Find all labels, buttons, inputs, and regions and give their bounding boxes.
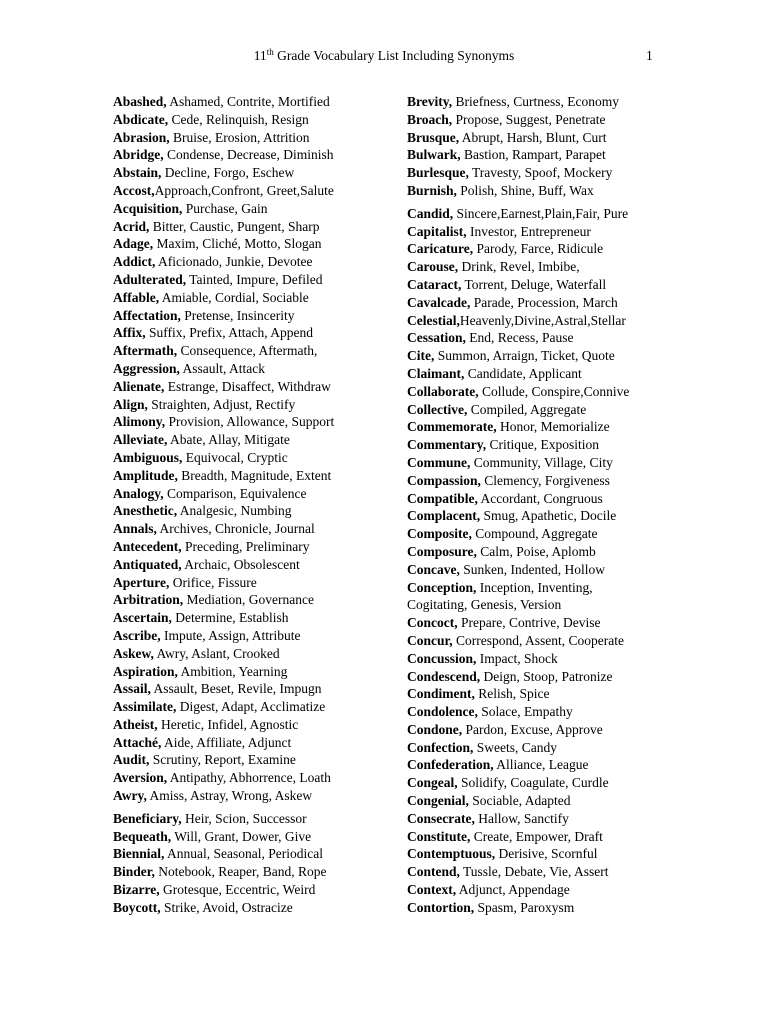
vocabulary-entry (113, 574, 398, 592)
vocabulary-synonyms: Solace, Empathy (477, 704, 573, 720)
vocabulary-term: Condone, (407, 721, 463, 737)
vocabulary-term: Alimony, (113, 414, 166, 430)
vocabulary-synonyms: Torrent, Deluge, Waterfall (461, 276, 607, 292)
vocabulary-term: Adage, (113, 236, 154, 252)
vocabulary-synonyms: Pardon, Excuse, Approve (462, 721, 603, 737)
vocabulary-entry (407, 436, 707, 454)
vocabulary-entry (407, 418, 707, 436)
vocabulary-entry (407, 650, 707, 668)
vocabulary-synonyms: Cede, Relinquish, Resign (168, 111, 309, 127)
vocabulary-term: Affable, (113, 289, 160, 305)
vocabulary-entry (407, 472, 707, 490)
vocabulary-entry (407, 507, 707, 525)
vocabulary-term: Commentary, (407, 437, 487, 453)
vocabulary-entry (407, 258, 707, 276)
vocabulary-entry (113, 663, 398, 681)
vocabulary-entry (113, 449, 398, 467)
vocabulary-entry (407, 454, 707, 472)
vocabulary-entry (113, 431, 398, 449)
vocabulary-synonyms: Preceding, Preliminary (181, 538, 310, 554)
vocabulary-term: Ambiguous, (113, 449, 183, 465)
vocabulary-synonyms: Travesty, Spoof, Mockery (468, 165, 613, 181)
vocabulary-synonyms: Community, Village, City (470, 454, 613, 470)
vocabulary-entry (113, 111, 398, 129)
vocabulary-synonyms: Breadth, Magnitude, Extent (177, 467, 332, 483)
vocabulary-term: Biennial, (113, 846, 165, 862)
vocabulary-synonyms: Assault, Beset, Revile, Impugn (150, 681, 322, 697)
vocabulary-entry (407, 223, 707, 241)
vocabulary-synonyms: Relish, Spice (474, 686, 550, 702)
vocabulary-synonyms: Heretic, Infidel, Agnostic (157, 716, 299, 732)
vocabulary-entry (113, 253, 398, 271)
vocabulary-term: Candid, (407, 205, 454, 221)
vocabulary-entry (113, 645, 398, 663)
vocabulary-synonyms: Spasm, Paroxysm (474, 899, 575, 915)
vocabulary-term: Congenial, (407, 793, 469, 809)
vocabulary-term: Cavalcade, (407, 294, 471, 310)
vocabulary-synonyms: Bruise, Erosion, Attrition (169, 129, 310, 145)
vocabulary-entry (113, 899, 398, 917)
vocabulary-synonyms: Awry, Aslant, Crooked (153, 645, 280, 661)
vocabulary-entry (113, 627, 398, 645)
vocabulary-synonyms: Ashamed, Contrite, Mortified (166, 94, 330, 109)
vocabulary-synonyms: Analgesic, Numbing (177, 503, 292, 519)
vocabulary-synonyms: Derisive, Scornful (495, 846, 598, 862)
vocabulary-entry (113, 182, 398, 200)
vocabulary-term: Align, (113, 396, 148, 412)
vocabulary-synonyms: Comparison, Equivalence (163, 485, 307, 501)
vocabulary-entry (113, 360, 398, 378)
vocabulary-entry (113, 556, 398, 574)
vocabulary-entry (113, 218, 398, 236)
vocabulary-term: Consecrate, (407, 810, 475, 826)
vocabulary-term: Affectation, (113, 307, 181, 323)
vocabulary-synonyms: Deign, Stoop, Patronize (480, 668, 613, 684)
vocabulary-entry (113, 146, 398, 164)
vocabulary-term: Addict, (113, 254, 156, 270)
vocabulary-synonyms: Clemency, Forgiveness (480, 472, 610, 488)
vocabulary-column-left (113, 93, 398, 917)
vocabulary-synonyms: Parody, Farce, Ridicule (473, 241, 604, 257)
vocabulary-term: Constitute, (407, 828, 471, 844)
vocabulary-term: Antecedent, (113, 538, 182, 554)
vocabulary-synonyms: Maxim, Cliché, Motto, Slogan (153, 236, 322, 252)
vocabulary-synonyms: Inception, Inventing, (476, 579, 593, 595)
vocabulary-entry (407, 129, 707, 147)
vocabulary-entry (113, 828, 398, 846)
vocabulary-column-right (407, 93, 707, 917)
vocabulary-entry (407, 490, 707, 508)
vocabulary-entry (113, 751, 398, 769)
vocabulary-term: Condiment, (407, 686, 475, 702)
document-title: 11th Grade Vocabulary List Including Synonyms (253, 47, 515, 63)
vocabulary-entry (113, 845, 398, 863)
vocabulary-term: Concave, (407, 561, 460, 577)
vocabulary-entry (113, 378, 398, 396)
vocabulary-term: Concoct, (407, 615, 458, 631)
vocabulary-synonyms: Compound, Aggregate (471, 526, 598, 542)
vocabulary-term: Assail, (113, 681, 151, 697)
vocabulary-entry (113, 520, 398, 538)
vocabulary-entry (113, 396, 398, 414)
vocabulary-entry (407, 294, 707, 312)
vocabulary-term: Atheist, (113, 716, 158, 732)
vocabulary-entry (113, 591, 398, 609)
vocabulary-term: Commemorate, (407, 419, 497, 435)
vocabulary-entry (407, 240, 707, 258)
vocabulary-entry (407, 810, 707, 828)
vocabulary-synonyms: Investor, Entrepreneur (466, 223, 591, 239)
vocabulary-term: Alienate, (113, 378, 165, 394)
vocabulary-synonyms: Equivocal, Cryptic (182, 449, 288, 465)
vocabulary-synonyms: Adjunct, Appendage (456, 882, 570, 898)
vocabulary-synonyms: Solidify, Coagulate, Curdle (457, 775, 609, 791)
vocabulary-synonyms: Estrange, Disaffect, Withdraw (164, 378, 331, 394)
vocabulary-term: Cessation, (407, 330, 466, 346)
vocabulary-term: Compassion, (407, 472, 481, 488)
vocabulary-term: Ascribe, (113, 627, 161, 643)
vocabulary-synonyms: Bitter, Caustic, Pungent, Sharp (149, 218, 320, 234)
vocabulary-term: Abstain, (113, 165, 162, 181)
vocabulary-entry (113, 502, 398, 520)
vocabulary-term: Cataract, (407, 276, 462, 292)
vocabulary-synonyms: Calm, Poise, Aplomb (476, 543, 596, 559)
vocabulary-term: Concussion, (407, 650, 477, 666)
vocabulary-entry (113, 413, 398, 431)
vocabulary-term: Assimilate, (113, 699, 177, 715)
vocabulary-term: Collaborate, (407, 383, 479, 399)
vocabulary-synonyms: Straighten, Adjust, Rectify (147, 396, 296, 412)
vocabulary-entry (407, 205, 707, 223)
vocabulary-entry (113, 769, 398, 787)
vocabulary-term: Brevity, (407, 94, 453, 109)
vocabulary-synonyms: Determine, Establish (171, 610, 289, 626)
vocabulary-synonyms: Aide, Affiliate, Adjunct (161, 734, 292, 750)
vocabulary-term: Congeal, (407, 775, 458, 791)
vocabulary-synonyms: Impute, Assign, Attribute (160, 627, 301, 643)
vocabulary-term: Composite, (407, 526, 472, 542)
vocabulary-synonyms: Notebook, Reaper, Band, Rope (154, 864, 327, 880)
vocabulary-synonyms: Bastion, Rampart, Parapet (460, 147, 606, 163)
vocabulary-synonyms: Assault, Attack (179, 360, 266, 376)
vocabulary-synonyms: Amiss, Astray, Wrong, Askew (146, 788, 313, 804)
page-number: 1 (646, 48, 653, 63)
vocabulary-term: Burlesque, (407, 165, 469, 181)
vocabulary-term: Audit, (113, 752, 150, 768)
vocabulary-term: Contemptuous, (407, 846, 496, 862)
vocabulary-entry (407, 525, 707, 543)
vocabulary-synonyms: Strike, Avoid, Ostracize (160, 899, 293, 915)
vocabulary-entry (113, 787, 398, 805)
vocabulary-synonyms: Summon, Arraign, Ticket, Quote (434, 348, 615, 364)
vocabulary-term: Beneficiary, (113, 810, 182, 826)
vocabulary-entry (113, 881, 398, 899)
vocabulary-entry (113, 810, 398, 828)
vocabulary-term: Composure, (407, 543, 477, 559)
vocabulary-synonyms: Orifice, Fissure (169, 574, 257, 590)
vocabulary-term: Bulwark, (407, 147, 461, 163)
vocabulary-synonyms: Decline, Forgo, Eschew (161, 165, 295, 181)
vocabulary-synonyms: Polish, Shine, Buff, Wax (456, 182, 594, 198)
vocabulary-entry (113, 485, 398, 503)
vocabulary-synonyms: Archives, Chronicle, Journal (156, 521, 315, 537)
vocabulary-term: Abridge, (113, 147, 164, 163)
vocabulary-synonyms: Candidate, Applicant (464, 365, 582, 381)
vocabulary-entry (407, 383, 707, 401)
vocabulary-entry (113, 235, 398, 253)
vocabulary-entry (407, 93, 707, 111)
vocabulary-entry (113, 324, 398, 342)
vocabulary-synonyms: Impact, Shock (476, 650, 558, 666)
vocabulary-term: Broach, (407, 111, 453, 127)
vocabulary-entry (407, 146, 707, 164)
vocabulary-synonyms: End, Recess, Pause (465, 330, 574, 346)
vocabulary-synonyms: Heavenly,Divine,Astral,Stellar (459, 312, 626, 328)
vocabulary-term: Claimant, (407, 365, 465, 381)
vocabulary-synonyms: Tussle, Debate, Vie, Assert (459, 864, 609, 880)
vocabulary-term: Ascertain, (113, 610, 172, 626)
vocabulary-term: Aspiration, (113, 663, 178, 679)
vocabulary-entry (113, 307, 398, 325)
vocabulary-synonyms: Cogitating, Genesis, Version (407, 597, 562, 613)
vocabulary-synonyms: Ambition, Yearning (177, 663, 288, 679)
vocabulary-term: Askew, (113, 645, 154, 661)
vocabulary-synonyms: Hallow, Sanctify (474, 810, 569, 826)
vocabulary-synonyms: Parade, Procession, March (470, 294, 618, 310)
vocabulary-term: Commune, (407, 454, 471, 470)
vocabulary-term: Celestial, (407, 312, 460, 328)
vocabulary-entry (407, 329, 707, 347)
vocabulary-entry (407, 276, 707, 294)
vocabulary-term: Binder, (113, 864, 155, 880)
vocabulary-term: Aversion, (113, 770, 168, 786)
vocabulary-term: Concur, (407, 632, 453, 648)
vocabulary-entry (113, 342, 398, 360)
vocabulary-entry (113, 716, 398, 734)
vocabulary-term: Bequeath, (113, 828, 172, 844)
vocabulary-synonyms: Propose, Suggest, Penetrate (452, 111, 606, 127)
vocabulary-term: Arbitration, (113, 592, 184, 608)
vocabulary-synonyms: Consequence, Aftermath, (177, 343, 318, 359)
vocabulary-synonyms: Mediation, Governance (183, 592, 314, 608)
vocabulary-term: Capitalist, (407, 223, 467, 239)
vocabulary-entry (407, 899, 707, 917)
vocabulary-term: Annals, (113, 521, 157, 537)
vocabulary-entry (407, 561, 707, 579)
vocabulary-entry (407, 828, 707, 846)
vocabulary-entry (407, 543, 707, 561)
vocabulary-term: Adulterated, (113, 271, 187, 287)
vocabulary-synonyms: Drink, Revel, Imbibe, (458, 259, 580, 275)
vocabulary-synonyms: Sunken, Indented, Hollow (459, 561, 605, 577)
vocabulary-entry (113, 164, 398, 182)
vocabulary-term: Accost, (113, 182, 155, 198)
vocabulary-synonyms: Purchase, Gain (182, 200, 268, 216)
vocabulary-entry (407, 614, 707, 632)
vocabulary-synonyms: Alliance, League (493, 757, 589, 773)
vocabulary-synonyms: Sincere,Earnest,Plain,Fair, Pure (453, 205, 629, 221)
vocabulary-entry (113, 680, 398, 698)
vocabulary-synonyms: Digest, Adapt, Acclimatize (176, 699, 326, 715)
vocabulary-entry (407, 863, 707, 881)
vocabulary-term: Awry, (113, 788, 147, 804)
vocabulary-entry (113, 609, 398, 627)
vocabulary-synonyms: Smug, Apathetic, Docile (480, 508, 617, 524)
vocabulary-synonyms: Briefness, Curtness, Economy (452, 94, 619, 109)
vocabulary-entry (407, 756, 707, 774)
vocabulary-synonyms: Compiled, Aggregate (467, 401, 587, 417)
vocabulary-synonyms: Abrupt, Harsh, Blunt, Curt (459, 129, 607, 145)
vocabulary-term: Anesthetic, (113, 503, 178, 519)
vocabulary-synonyms: Condense, Decrease, Diminish (163, 147, 334, 163)
vocabulary-entry (407, 347, 707, 365)
vocabulary-entry (407, 792, 707, 810)
vocabulary-entry (407, 881, 707, 899)
vocabulary-term: Amplitude, (113, 467, 178, 483)
vocabulary-synonyms: Tainted, Impure, Defiled (186, 271, 323, 287)
vocabulary-term: Collective, (407, 401, 468, 417)
vocabulary-synonyms: Critique, Exposition (486, 437, 599, 453)
vocabulary-entry (407, 182, 707, 200)
vocabulary-term: Brusque, (407, 129, 460, 145)
vocabulary-term: Acrid, (113, 218, 150, 234)
vocabulary-term: Conception, (407, 579, 477, 595)
vocabulary-entry (407, 668, 707, 686)
vocabulary-synonyms: Approach,Confront, Greet,Salute (154, 182, 334, 198)
vocabulary-synonyms: Abate, Allay, Mitigate (167, 432, 290, 448)
vocabulary-synonyms: Correspond, Assent, Cooperate (452, 632, 624, 648)
vocabulary-synonyms: Suffix, Prefix, Attach, Append (145, 325, 313, 341)
vocabulary-term: Carouse, (407, 259, 459, 275)
vocabulary-synonyms: Annual, Seasonal, Periodical (164, 846, 323, 862)
vocabulary-entry (407, 111, 707, 129)
vocabulary-term: Abdicate, (113, 111, 169, 127)
vocabulary-synonyms: Create, Empower, Draft (470, 828, 603, 844)
vocabulary-entry (407, 739, 707, 757)
page-header (0, 48, 768, 68)
vocabulary-entry (113, 863, 398, 881)
vocabulary-term: Analogy, (113, 485, 164, 501)
vocabulary-term: Complacent, (407, 508, 481, 524)
vocabulary-term: Confederation, (407, 757, 494, 773)
vocabulary-synonyms: Aficionado, Junkie, Devotee (155, 254, 313, 270)
vocabulary-term: Affix, (113, 325, 146, 341)
vocabulary-synonyms: Pretense, Insincerity (180, 307, 295, 323)
vocabulary-entry (113, 93, 398, 111)
vocabulary-synonyms: Collude, Conspire,Connive (478, 383, 630, 399)
vocabulary-synonyms: Sociable, Adapted (468, 793, 571, 809)
vocabulary-entry (407, 774, 707, 792)
vocabulary-entry (407, 365, 707, 383)
vocabulary-entry (407, 703, 707, 721)
vocabulary-entry (407, 579, 707, 597)
vocabulary-entry (113, 698, 398, 716)
vocabulary-term: Compatible, (407, 490, 478, 506)
vocabulary-entry (407, 721, 707, 739)
vocabulary-term: Caricature, (407, 241, 474, 257)
vocabulary-term: Burnish, (407, 182, 457, 198)
vocabulary-entry (407, 312, 707, 330)
vocabulary-term: Acquisition, (113, 200, 183, 216)
vocabulary-entry (113, 289, 398, 307)
vocabulary-term: Cite, (407, 348, 435, 364)
vocabulary-entry (407, 401, 707, 419)
vocabulary-synonyms: Honor, Memorialize (496, 419, 610, 435)
vocabulary-entry (407, 685, 707, 703)
vocabulary-synonyms: Will, Grant, Dower, Give (171, 828, 312, 844)
vocabulary-term: Condolence, (407, 704, 478, 720)
vocabulary-term: Aftermath, (113, 343, 178, 359)
vocabulary-term: Antiquated, (113, 556, 182, 572)
vocabulary-term: Attaché, (113, 734, 162, 750)
vocabulary-synonyms: Scrutiny, Report, Examine (149, 752, 296, 768)
vocabulary-entry (113, 538, 398, 556)
vocabulary-entry (407, 632, 707, 650)
vocabulary-entry (407, 164, 707, 182)
vocabulary-synonyms: Grotesque, Eccentric, Weird (159, 882, 316, 898)
vocabulary-term: Alleviate, (113, 432, 168, 448)
vocabulary-term: Boycott, (113, 899, 161, 915)
vocabulary-term: Contortion, (407, 899, 475, 915)
vocabulary-entry (113, 467, 398, 485)
vocabulary-synonyms: Prepare, Contrive, Devise (457, 615, 601, 631)
vocabulary-entry (407, 845, 707, 863)
vocabulary-synonyms: Antipathy, Abhorrence, Loath (167, 770, 331, 786)
vocabulary-term: Bizarre, (113, 882, 160, 898)
vocabulary-entry (113, 271, 398, 289)
vocabulary-entry (113, 200, 398, 218)
vocabulary-entry (113, 734, 398, 752)
vocabulary-synonyms: Amiable, Cordial, Sociable (159, 289, 309, 305)
vocabulary-term: Abrasion, (113, 129, 170, 145)
vocabulary-term: Condescend, (407, 668, 481, 684)
vocabulary-synonyms: Provision, Allowance, Support (165, 414, 335, 430)
vocabulary-term: Abashed, (113, 94, 167, 109)
vocabulary-entry (407, 596, 707, 614)
vocabulary-term: Confection, (407, 739, 474, 755)
vocabulary-term: Aperture, (113, 574, 170, 590)
vocabulary-synonyms: Heir, Scion, Successor (181, 810, 307, 826)
vocabulary-synonyms: Archaic, Obsolescent (181, 556, 300, 572)
vocabulary-synonyms: Sweets, Candy (473, 739, 557, 755)
vocabulary-term: Context, (407, 882, 457, 898)
vocabulary-synonyms: Accordant, Congruous (477, 490, 603, 506)
vocabulary-entry (113, 129, 398, 147)
vocabulary-term: Aggression, (113, 360, 180, 376)
vocabulary-term: Contend, (407, 864, 460, 880)
